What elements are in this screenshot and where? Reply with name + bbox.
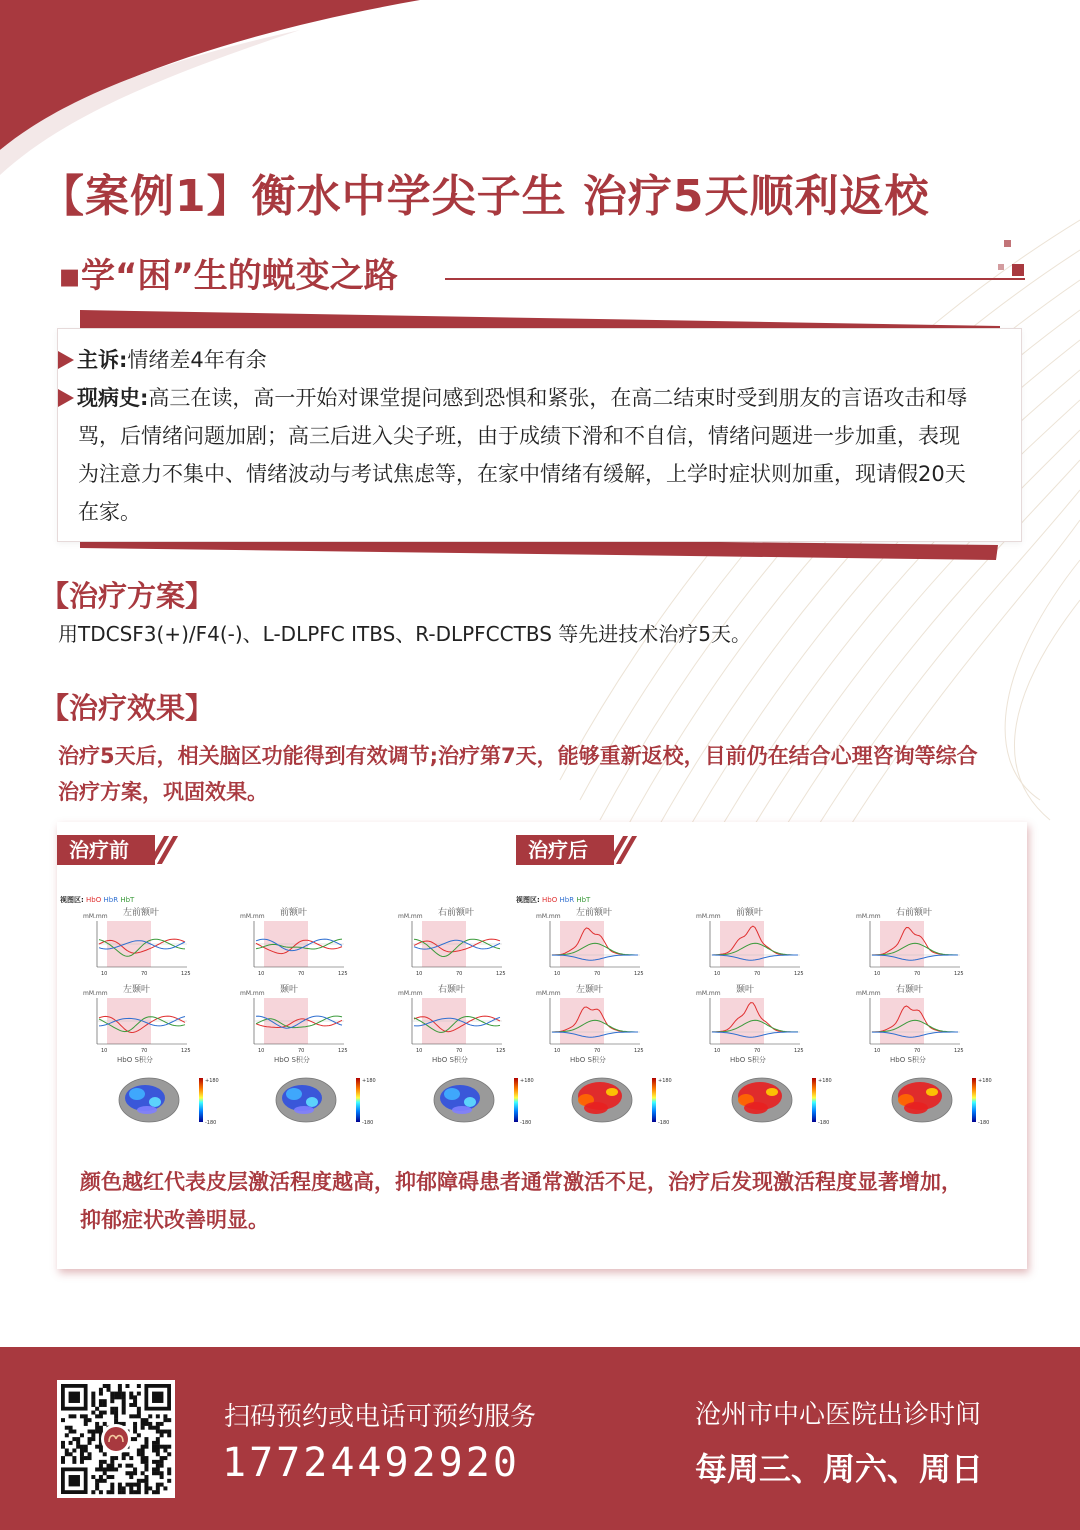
hemodynamic-mini-chart [868,919,968,977]
effect-line-1: 治疗5天后，相关脑区功能得到有效调节;治疗第7天，能够重新返校，目前仍在结合心理咨询等综合 [58,744,978,768]
svg-text:+180: +180 [978,1078,992,1084]
score-label: HbO S积分 [890,1056,926,1064]
before-tag: 治疗前 [57,835,155,865]
chart-unit-label: mM.mm [536,990,561,997]
x-tick-label: 125 [496,971,506,977]
x-tick-label: 70 [141,1048,148,1054]
x-tick-label: 70 [298,1048,305,1054]
chart-unit-label: mM.mm [856,913,881,920]
x-tick-label: 125 [794,1048,804,1054]
chart-unit-label: mM.mm [536,913,561,920]
effect-heading: 【治疗效果】 [40,691,215,725]
complaint-row [58,341,267,379]
x-tick-label: 10 [554,1048,561,1054]
qr-code[interactable] [57,1380,175,1498]
svg-text:-180: -180 [362,1120,374,1126]
hemodynamic-mini-chart [252,919,352,977]
after-tag: 治疗后 [516,835,614,865]
brain-map-icon [428,1070,548,1130]
x-tick-label: 70 [298,971,305,977]
chart-region-label: 右前额叶 [438,908,475,918]
x-tick-label: 125 [634,971,644,977]
triangle-bullet-icon [58,389,74,407]
chart-unit-label: mM.mm [83,913,108,920]
svg-text:-180: -180 [818,1120,830,1126]
plan-text: 用TDCSF3(+)/F4(-)、L-DLPFC ITBS、R-DLPFCCTBS 等先进技术治疗5天。 [58,622,751,646]
chart-region-label: 右前额叶 [896,908,933,918]
chart-region-label: 左前额叶 [123,908,160,918]
triangle-bullet-icon [58,351,74,369]
effect-text [58,738,1028,810]
x-tick-label: 70 [141,971,148,977]
hemodynamic-mini-chart [868,996,968,1054]
x-tick-label: 125 [181,971,191,977]
decor-square-1 [1004,240,1011,247]
hemodynamic-mini-chart [410,919,510,977]
schedule-text: 每周三、周六、周日 [695,1450,984,1488]
x-tick-label: 10 [258,1048,265,1054]
hemodynamic-mini-chart [252,996,352,1054]
legend-after: 视图区: HbO HbR HbT [516,896,591,904]
phone-number[interactable]: 17724492920 [222,1440,520,1486]
brain-map-icon [726,1070,846,1130]
history-line-1: 高三在读，高一开始对课堂提问感到恐惧和紧张，在高二结束时受到朋友的言语攻击和辱 [148,386,968,410]
x-tick-label: 70 [914,971,921,977]
x-tick-label: 10 [714,971,721,977]
service-text: 扫码预约或电话可预约服务 [224,1402,537,1432]
hemodynamic-mini-chart [548,996,648,1054]
hospital-text: 沧州市中心医院出诊时间 [695,1400,982,1430]
chart-region-label: 颞叶 [736,985,755,995]
chart-region-label: 前额叶 [736,908,764,918]
x-tick-label: 125 [634,1048,644,1054]
chart-region-label: 右颞叶 [896,985,924,995]
chart-region-label: 颞叶 [280,985,299,995]
svg-text:-180: -180 [658,1120,670,1126]
chart-region-label: 前额叶 [280,908,308,918]
x-tick-label: 125 [496,1048,506,1054]
page-title: 【案例1】衡水中学尖子生 治疗5天顺利返校 [40,171,930,222]
caption-line-2: 抑郁症状改善明显。 [80,1208,269,1232]
decor-square-3 [998,264,1004,270]
hemodynamic-mini-chart [548,919,648,977]
x-tick-label: 10 [874,1048,881,1054]
chart-unit-label: mM.mm [696,913,721,920]
score-label: HbO S积分 [274,1056,310,1064]
score-label: HbO S积分 [117,1056,153,1064]
caption-line-1: 颜色越红代表皮层激活程度越高，抑郁障碍患者通常激活不足，治疗后发现激活程度显著增加， [80,1170,962,1194]
x-tick-label: 10 [258,971,265,977]
chart-region-label: 左前额叶 [576,908,613,918]
complaint-text: 情绪差4年有余 [127,348,267,372]
svg-text:-180: -180 [520,1120,532,1126]
brain-map-icon [886,1070,1006,1130]
hemodynamic-mini-chart [708,919,808,977]
x-tick-label: 70 [754,971,761,977]
brain-map-icon [113,1070,233,1130]
decor-square-2 [1012,264,1024,276]
x-tick-label: 125 [338,1048,348,1054]
score-label: HbO S积分 [432,1056,468,1064]
x-tick-label: 125 [954,1048,964,1054]
x-tick-label: 10 [874,971,881,977]
chart-unit-label: mM.mm [398,990,423,997]
brain-map-icon [566,1070,686,1130]
history-line-2: 骂，后情绪问题加剧；高三后进入尖子班，由于成绩下滑和不自信，情绪问题进一步加重，表现 [78,424,960,448]
x-tick-label: 125 [181,1048,191,1054]
effect-line-2: 治疗方案，巩固效果。 [58,780,268,804]
chart-region-label: 右颞叶 [438,985,466,995]
x-tick-label: 10 [416,971,423,977]
chart-unit-label: mM.mm [856,990,881,997]
history-line-4: 在家。 [78,500,141,524]
hemodynamic-mini-chart [95,919,195,977]
svg-text:+180: +180 [205,1078,219,1084]
x-tick-label: 70 [594,1048,601,1054]
x-tick-label: 70 [456,971,463,977]
svg-text:+180: +180 [658,1078,672,1084]
score-label: HbO S积分 [570,1056,606,1064]
history-label: 现病史: [77,386,149,410]
svg-text:+180: +180 [362,1078,376,1084]
history-row [58,379,967,417]
x-tick-label: 10 [101,1048,108,1054]
svg-text:+180: +180 [520,1078,534,1084]
figure-caption [80,1163,1010,1239]
legend-before: 视图区: HbO HbR HbT [60,896,135,904]
chart-unit-label: mM.mm [696,990,721,997]
history-line-3: 为注意力不集中、情绪波动与考试焦虑等，在家中情绪有缓解，上学时症状则加重，现请假20天 [78,462,966,486]
chart-unit-label: mM.mm [240,990,265,997]
x-tick-label: 10 [714,1048,721,1054]
x-tick-label: 70 [456,1048,463,1054]
hemodynamic-mini-chart [708,996,808,1054]
x-tick-label: 10 [416,1048,423,1054]
x-tick-label: 70 [594,971,601,977]
chart-region-label: 左颞叶 [576,985,604,995]
x-tick-label: 10 [554,971,561,977]
section-subtitle: ▪学“困”生的蜕变之路 [58,256,398,296]
qr-code-icon [57,1380,175,1498]
chart-unit-label: mM.mm [83,990,108,997]
score-label: HbO S积分 [730,1056,766,1064]
svg-text:-180: -180 [205,1120,217,1126]
chart-region-label: 左颞叶 [123,985,151,995]
x-tick-label: 70 [754,1048,761,1054]
x-tick-label: 125 [954,971,964,977]
complaint-label: 主诉: [77,348,128,372]
svg-text:+180: +180 [818,1078,832,1084]
chart-unit-label: mM.mm [398,913,423,920]
plan-heading: 【治疗方案】 [40,579,215,613]
x-tick-label: 70 [914,1048,921,1054]
subtitle-underline [445,278,1025,280]
svg-text:-180: -180 [978,1120,990,1126]
x-tick-label: 125 [338,971,348,977]
hemodynamic-mini-chart [95,996,195,1054]
brain-map-icon [270,1070,390,1130]
x-tick-label: 10 [101,971,108,977]
hemodynamic-mini-chart [410,996,510,1054]
chart-unit-label: mM.mm [240,913,265,920]
x-tick-label: 125 [794,971,804,977]
